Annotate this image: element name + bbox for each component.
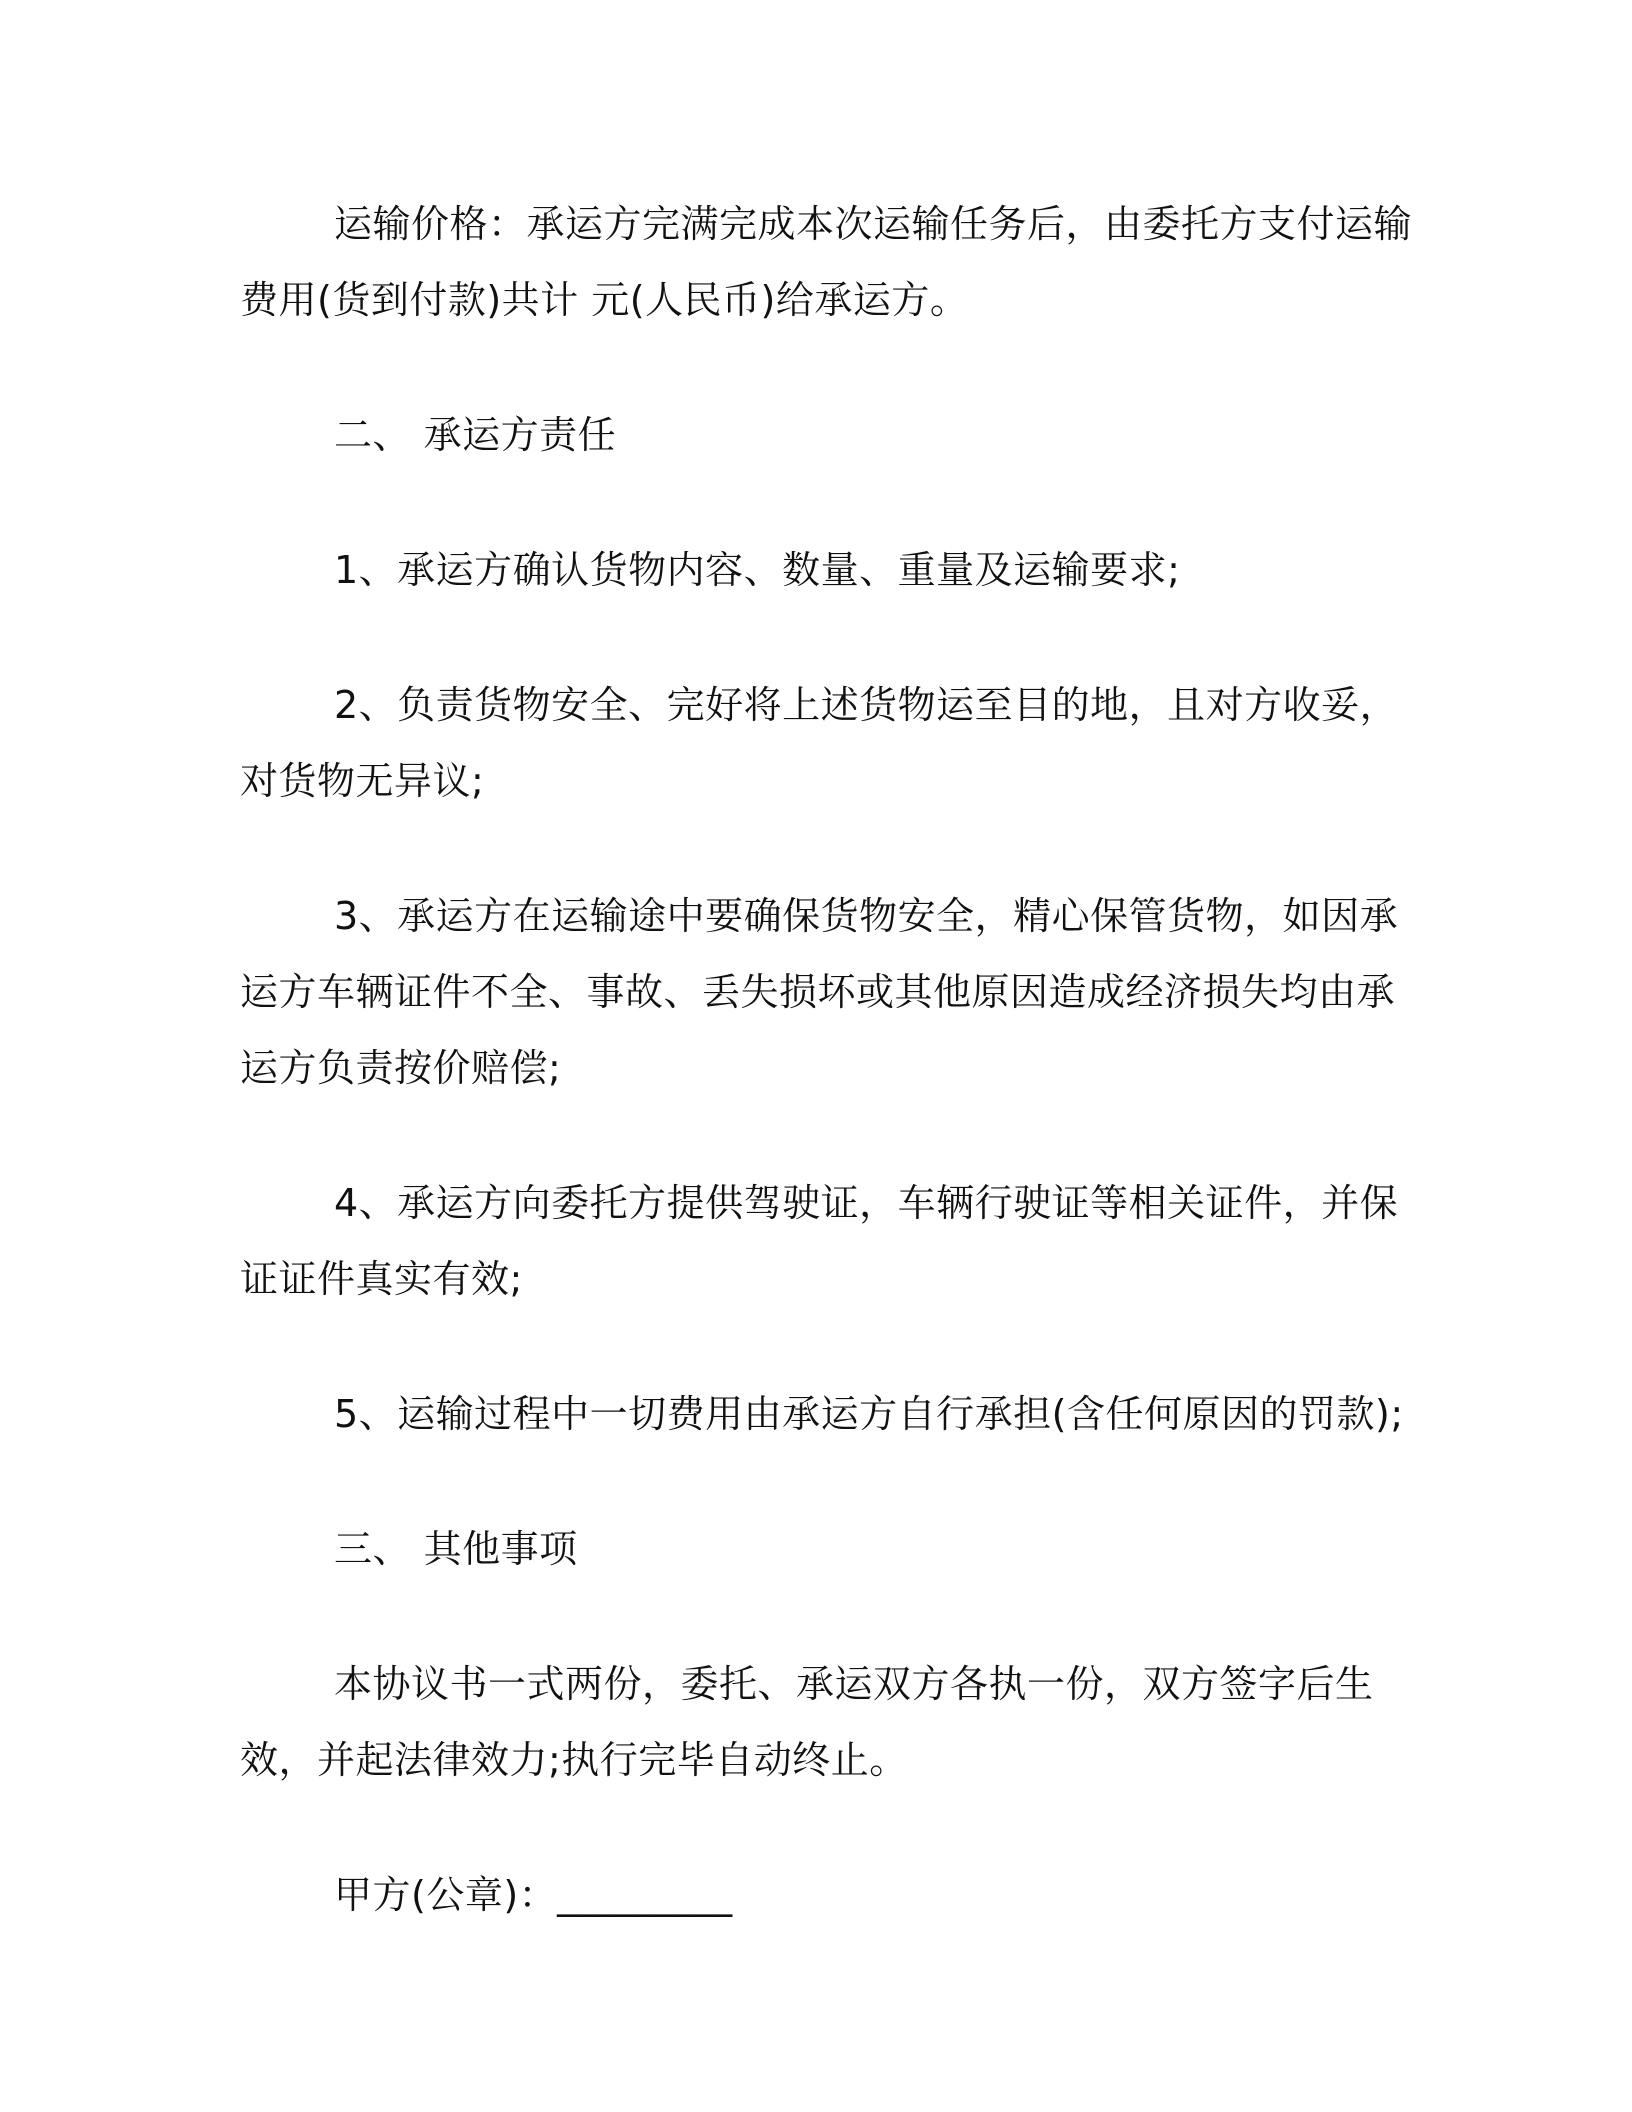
responsibility-item-4: 4、承运方向委托方提供驾驶证，车辆行驶证等相关证件，并保证证件真实有效; xyxy=(240,1181,1399,1301)
responsibility-item-1: 1、承运方确认货物内容、数量、重量及运输要求; xyxy=(334,548,1181,592)
other-matters-heading: 三、 其他事项 xyxy=(334,1527,578,1571)
agreement-effect-paragraph: 本协议书一式两份，委托、承运双方各执一份，双方签字后生效，并起法律效力;执行完毕自动终止。 xyxy=(240,1662,1374,1782)
party-a-signature-line: 甲方(公章)：_________ xyxy=(334,1873,733,1917)
document-body xyxy=(240,186,1415,1992)
transport-price-paragraph: 运输价格：承运方完满完成本次运输任务后，由委托方支付运输费用(货到付款)共计 元(人民币)给承运方。 xyxy=(240,202,1413,322)
carrier-responsibility-heading: 二、 承运方责任 xyxy=(334,413,617,457)
responsibility-item-5: 5、运输过程中一切费用由承运方自行承担(含任何原因的罚款); xyxy=(334,1392,1404,1436)
responsibility-item-2: 2、负责货物安全、完好将上述货物运至目的地，且对方收妥，对货物无异议; xyxy=(240,683,1399,803)
responsibility-item-3: 3、承运方在运输途中要确保货物安全，精心保管货物，如因承运方车辆证件不全、事故、丢失损坏或其他原因造成经济损失均由承运方负责按价赔偿; xyxy=(240,894,1399,1090)
